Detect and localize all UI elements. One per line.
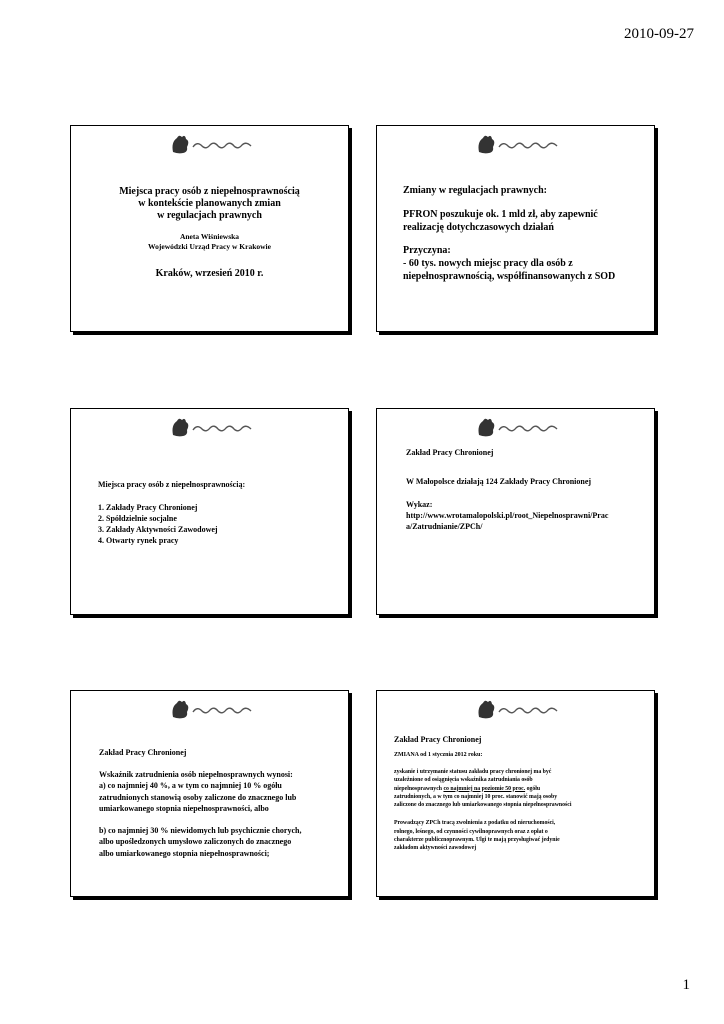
slide-3 (70, 408, 349, 615)
text-line: zatrudnionych stanowią osoby zaliczone do znacznego lub (99, 792, 297, 802)
slide-6 (376, 690, 655, 897)
author-name: Aneta Wiśniewska (179, 232, 240, 241)
page-number: 1 (682, 977, 690, 993)
slide-heading: Zakład Pracy Chronionej (99, 748, 187, 757)
malopolska-logo-icon (169, 697, 257, 721)
place-date: Kraków, wrzesień 2010 r. (155, 268, 264, 279)
text-line: charakterze publicznoprawnym. Ulgi te mają przysługiwać jedynie (394, 837, 560, 844)
malopolska-logo-icon (475, 132, 563, 156)
text-line: - 60 tys. nowych miejsc pracy dla osób z (403, 258, 573, 269)
underlined-text: co najmniej na poziomie 50 proc. (443, 785, 526, 792)
text-line: realizację dotychczasowych działań (403, 222, 554, 233)
malopolska-logo-icon (169, 415, 257, 439)
institution-name: Wojewódzki Urząd Pracy w Krakowie (148, 242, 271, 251)
slide-2 (376, 125, 655, 332)
text-line: zyskanie i utrzymanie statusu zakładu pracy chronionej ma być (394, 769, 552, 775)
text-line: albo umiarkowanego stopnia niepełnosprawności; (99, 848, 270, 858)
slide-heading: Zakład Pracy Chronionej (394, 735, 482, 744)
slide-5 (70, 690, 349, 897)
slide-heading: Miejsca pracy osób z niepełnosprawnością: (98, 480, 246, 489)
text-line: uzależnione od osiągnięcia wskaźnika zatrudniania osób (394, 777, 533, 784)
list-item: 3. Zakłady Aktywności Zawodowej (98, 525, 218, 534)
malopolska-logo-icon (475, 415, 563, 439)
url-line: http://www.wrotamalopolski.pl/root_Niepelnosprawni/Prac (406, 511, 609, 520)
text-line (394, 785, 646, 793)
malopolska-logo-icon (169, 132, 257, 156)
text-line: PFRON poszukuje ok. 1 mld zł, aby zapewnić (403, 209, 598, 220)
slide-title-line: w regulacjach prawnych (157, 210, 262, 221)
text-line: Prowadzący ZPCh tracą zwolnienia z podatku od nieruchomości, (394, 820, 556, 827)
text-line: W Małopolsce działają 124 Zakłady Pracy Chronionej (406, 477, 592, 486)
slide-subheading: ZMIANA od 1 stycznia 2012 roku: (394, 752, 483, 758)
page-date: 2010-09-27 (624, 26, 694, 42)
text-line: a) co najmniej 40 %, a w tym co najmniej 10 % ogółu (99, 781, 282, 790)
slide-1 (70, 125, 349, 332)
slide-heading: Zakład Pracy Chronionej (406, 448, 494, 457)
malopolska-logo-icon (475, 697, 563, 721)
text-line: zakładom aktywności zawodowej (394, 845, 477, 852)
text-line: b) co najmniej 30 % niewidomych lub psychicznie chorych, (99, 825, 302, 835)
slide-title-line: Miejsca pracy osób z niepełnosprawnością (119, 186, 300, 197)
list-item: 1. Zakłady Pracy Chronionej (98, 503, 198, 512)
slide-4 (376, 408, 655, 615)
slide-heading: Zmiany w regulacjach prawnych: (403, 185, 547, 196)
slide-title-line: w kontekście planowanych zmian (138, 198, 281, 209)
list-item: 2. Spółdzielnie socjalne (98, 514, 177, 523)
text-line: rolnego, leśnego, od czynności cywilnoprawnych oraz z opłat o (394, 828, 548, 835)
list-label: Wykaz: (406, 500, 433, 509)
list-item: 4. Otwarty rynek pracy (98, 536, 179, 545)
text-span: ogółu (525, 785, 541, 792)
text-line: zaliczone do znacznego lub umiarkowanego stopnia niepełnosprawności (394, 802, 572, 809)
text-line: zatrudnionych, a w tym co najmniej 10 proc. stanowić mają osoby (394, 793, 558, 800)
cause-label: Przyczyna: (403, 245, 451, 256)
text-line: niepełnosprawnością, współfinansowanych z SOD (403, 271, 616, 282)
text-line: umiarkowanego stopnia niepełnosprawności, albo (99, 804, 269, 813)
url-line: a/Zatrudnianie/ZPCh/ (406, 522, 483, 531)
text-line: Wskaźnik zatrudnienia osób niepełnosprawnych wynosi: (99, 769, 293, 779)
text-line: albo upośledzonych umysłowo zaliczonych do znacznego (99, 837, 292, 846)
text-span: niepełnosprawnych (394, 785, 444, 792)
